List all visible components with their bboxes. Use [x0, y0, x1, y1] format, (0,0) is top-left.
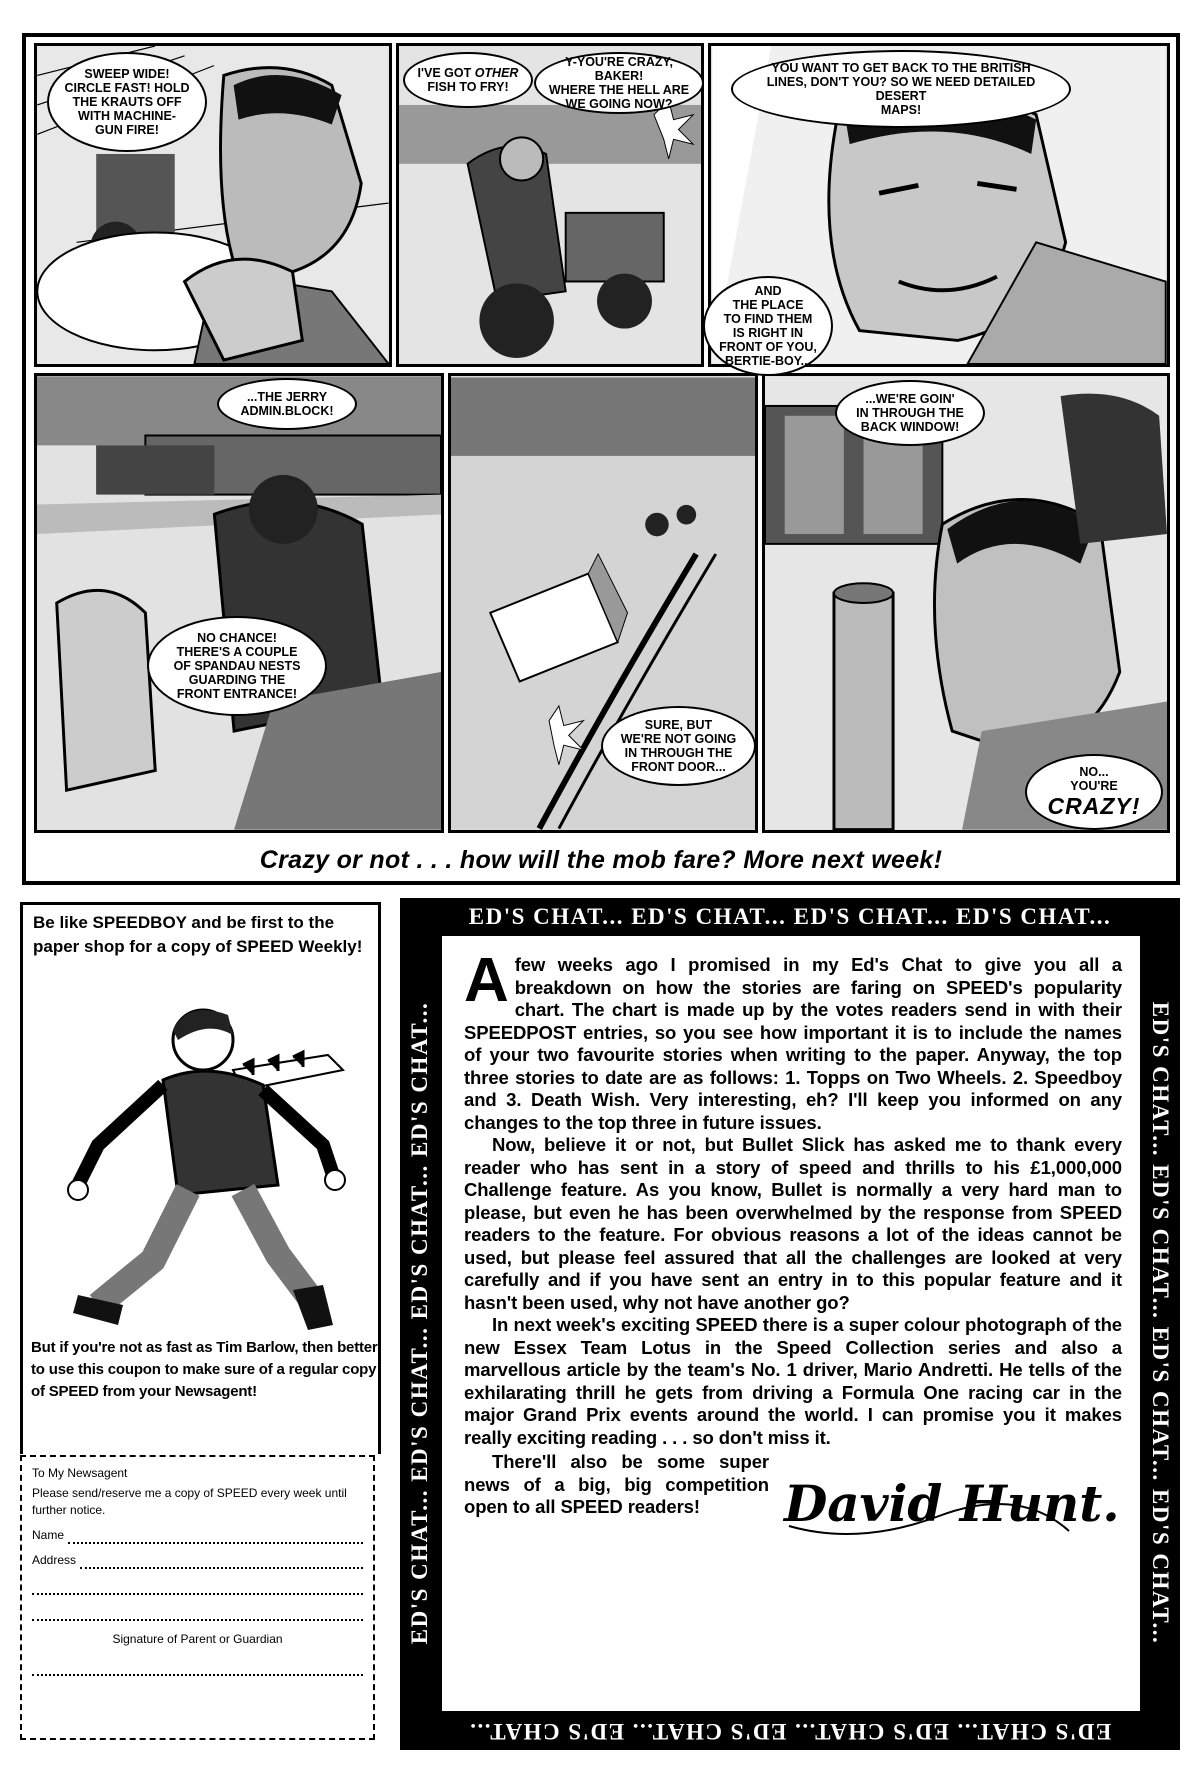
- running-boy-illustration: [68, 995, 368, 1335]
- coupon-address-field[interactable]: [32, 1552, 363, 1569]
- balloon-2-emphasis: OTHER: [474, 66, 519, 80]
- speech-balloon-1: SWEEP WIDE! CIRCLE FAST! HOLD THE KRAUTS OFF WITH MACHINE- GUN FIRE!: [47, 52, 207, 152]
- speech-balloon-7: NO CHANCE! THERE'S A COUPLE OF SPANDAU NESTS GUARDING THE FRONT ENTRANCE!: [147, 616, 327, 716]
- eds-chat-strip-bottom: ED'S CHAT... ED'S CHAT... ED'S CHAT... ED'S CHAT...: [468, 1719, 1112, 1744]
- eds-chat-strip-right: [1140, 938, 1180, 1708]
- eds-chat-strip-top: ED'S CHAT... ED'S CHAT... ED'S CHAT... ED'S CHAT...: [468, 904, 1112, 929]
- coupon-address-line-3[interactable]: [32, 1609, 363, 1621]
- panel-3: [708, 43, 1170, 367]
- balloon-10-crazy: CRAZY!: [1047, 793, 1141, 819]
- eds-chat-paragraph-2: Now, believe it or not, but Bullet Slick has asked me to thank every reader who has sent in a story of speed and thrills to his £1,000,000 Challenge feature. As you know, Bullet is normally a very hard man to please, but even he has been overwhelmed by the response from SPEED readers to the feature. For obvious reasons a lot of the ideas cannot be used, but please feel assured that all the challenges are looked at very carefully and if you have sent an entry in to this popular feature and it hasn't been used, why not have another go?: [464, 1134, 1122, 1313]
- speech-balloon-10: [1025, 754, 1163, 830]
- comic-strip: [22, 33, 1180, 885]
- eds-chat-paragraph-3: In next week's exciting SPEED there is a super colour photograph of the new Essex Team Lotus in the Speed Collection series and also a marvellous article by the team's No. 1 driver, Mario Andretti. He tells of the exhilarating thrill he gets from driving a Formula One racing car in the major Grand Prix events around the world. I can promise you it makes really exciting reading . . . so don't miss it.: [464, 1314, 1122, 1448]
- balloon-2-text-a: I'VE GOT: [417, 66, 475, 80]
- eds-chat-paragraph-1: [464, 946, 1122, 1134]
- panel-5: [448, 373, 758, 833]
- panel-4: [34, 373, 444, 833]
- signature-icon: [779, 1456, 1120, 1551]
- coupon-name-label: Name: [32, 1528, 65, 1542]
- panel-1: [34, 43, 392, 367]
- panel-4-art: [37, 376, 441, 830]
- eds-chat-paragraph-4: [464, 1451, 769, 1519]
- speech-balloon-4: YOU WANT TO GET BACK TO THE BRITISH LINES, DON'T YOU? SO WE NEED DETAILED DESERT MAPS!: [731, 50, 1071, 128]
- panel-2: [396, 43, 704, 367]
- coupon-to: To My Newsagent: [32, 1466, 128, 1480]
- coupon-address-line-2[interactable]: [32, 1583, 363, 1595]
- coupon-request: Please send/reserve me a copy of SPEED every week until further notice.: [32, 1486, 347, 1517]
- balloon-2-text-b: FISH TO FRY!: [427, 80, 509, 94]
- coupon-address-line[interactable]: [80, 1557, 363, 1569]
- speech-balloon-5: AND THE PLACE TO FIND THEM IS RIGHT IN FRONT OF YOU, BERTIE-BOY...: [703, 276, 833, 376]
- panel-6: [762, 373, 1170, 833]
- eds-chat-body: [442, 936, 1140, 1711]
- eds-chat-strip-right-text: ED'S CHAT... ED'S CHAT... ED'S CHAT... ED'S CHAT...: [1148, 1001, 1173, 1645]
- speech-balloon-8: SURE, BUT WE'RE NOT GOING IN THROUGH THE FRONT DOOR...: [601, 706, 756, 786]
- coupon-signature-line[interactable]: [32, 1664, 363, 1676]
- coupon-address-label: Address: [32, 1553, 77, 1567]
- eds-chat-strip-left-text: ED'S CHAT... ED'S CHAT... ED'S CHAT... ED'S CHAT...: [407, 1001, 432, 1645]
- speech-balloon-9: ...WE'RE GOIN' IN THROUGH THE BACK WINDOW!: [835, 380, 985, 446]
- balloon-10-text: NO... YOU'RE: [1070, 765, 1118, 793]
- drop-cap: A: [464, 946, 509, 1015]
- ad-bottom-text: But if you're not as fast as Tim Barlow, then better to use this coupon to make sure of a regular copy of SPEED from your Newsagent!: [31, 1339, 378, 1400]
- eds-chat-paragraph-4-text: There'll also be some super news of a big, big competition open to all SPEED readers!: [464, 1451, 769, 1517]
- eds-chat-strip-left: [400, 938, 440, 1708]
- ad-headline: Be like SPEEDBOY and be first to the paper shop for a copy of SPEED Weekly!: [33, 913, 363, 956]
- speedboy-ad: [20, 902, 381, 1454]
- speech-balloon-2: [403, 52, 533, 108]
- coupon-name-field[interactable]: [32, 1527, 363, 1544]
- speech-balloon-6: ...THE JERRY ADMIN.BLOCK!: [217, 378, 357, 430]
- coupon-signature-label: Signature of Parent or Guardian: [112, 1632, 283, 1646]
- running-boy-icon: [68, 995, 368, 1335]
- signature-text: David Hunt.: [784, 1474, 1120, 1533]
- comic-caption: Crazy or not . . . how will the mob fare? More next week!: [259, 846, 943, 874]
- newsagent-coupon[interactable]: [20, 1455, 375, 1740]
- eds-chat-closing: [464, 1451, 1122, 1571]
- coupon-name-line[interactable]: [68, 1532, 363, 1544]
- speech-balloon-3: Y-YOU'RE CRAZY, BAKER! WHERE THE HELL ARE WE GOING NOW?: [534, 52, 704, 114]
- editor-signature: [779, 1456, 1120, 1551]
- eds-chat-paragraph-1-text: few weeks ago I promised in my Ed's Chat to give you all a breakdown on how the stories are faring on SPEED's popularity chart. The chart is made up by the votes readers send in with their SPEEDPOST entries, so you see how important it is to include the names of your two favourite stories when writing to the paper. Anyway, the top three stories to date are as follows: 1. Topps on Two Wheels. 2. Speedboy and 3. Death Wish. Very interesting, eh? I'll keep you informed on any changes to the top three in future issues.: [464, 954, 1122, 1133]
- eds-chat-box: [400, 898, 1180, 1750]
